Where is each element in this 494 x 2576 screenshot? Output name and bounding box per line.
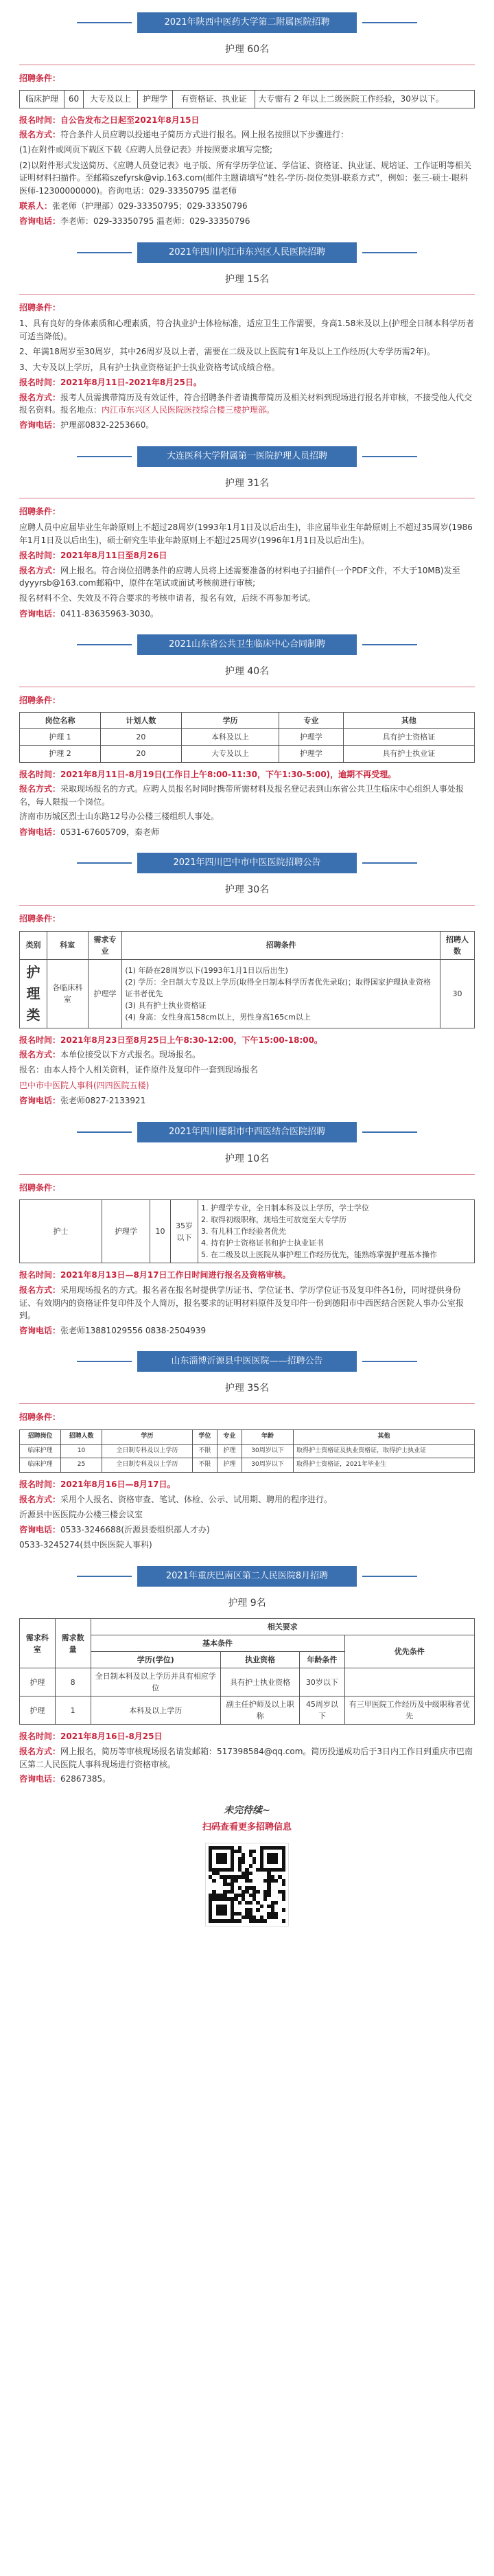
table-header: 专业	[279, 713, 343, 729]
method-note: 报名材料不全、失效及不符合要求的考核申请者，报名有效，后续不再参加考试。	[19, 593, 316, 603]
table-cell: 护理 2	[20, 746, 101, 762]
conditions-label: 招聘条件：	[19, 1182, 61, 1193]
section-count: 护理 40名	[224, 666, 270, 678]
method-row	[19, 1284, 475, 1322]
table-header: 岗位名称	[20, 713, 101, 729]
table-cell: 护理 1	[20, 729, 101, 746]
table-header: 招聘人数	[60, 1429, 102, 1444]
time-row	[19, 1478, 475, 1491]
time-row	[19, 376, 475, 389]
table-cell: 25	[60, 1458, 102, 1473]
phone-text: 62867385。	[60, 1774, 111, 1784]
phone-label: 咨询电话：	[19, 1525, 61, 1535]
table-cell: 临床护理	[20, 1444, 61, 1458]
phone-text: 0411-83635963-3030。	[60, 608, 158, 619]
phone-row	[19, 1094, 475, 1107]
time-value: 2021年8月16日-8月25日	[60, 1732, 163, 1742]
conditions-table	[19, 712, 475, 762]
method-address: 内江市东兴区人民医院医技综合楼三楼护理部。	[102, 405, 275, 415]
section-banner: 大连医科大学附属第一医院护理人员招聘	[137, 446, 357, 467]
table-cell: 护理	[217, 1458, 242, 1473]
table-cell: 副主任护师及以上职称	[221, 1697, 300, 1725]
phone-row	[19, 1523, 475, 1537]
time-label: 报名时间：	[19, 1035, 61, 1045]
table-cell: 全日制本科及以上学历并具有相应学位	[91, 1668, 221, 1697]
table-cell: 护理	[20, 1668, 56, 1697]
table-header: 招聘人数	[440, 931, 474, 959]
time-label: 报名时间：	[19, 115, 61, 125]
condition-line: 5. 在二级及以上医院从事护理工作经历优先，能熟练掌握护理基本操作	[201, 1250, 437, 1260]
time-row	[19, 549, 475, 562]
table-header: 学历	[181, 713, 279, 729]
time-row	[19, 768, 475, 781]
method-text: 报考人员需携带简历及有效证件，符合招聘条件者请携带简历及相关材料到现场进行报名并审核，不接受他人代交报名资料。报名地点：	[19, 392, 473, 415]
to-be-continued: 未完待续~	[224, 1804, 270, 1816]
table-cell: 30周岁以下	[242, 1458, 293, 1473]
conditions-table	[19, 1199, 475, 1263]
table-cell	[344, 1668, 474, 1697]
time-value: 2021年8月11日至8月26日	[60, 551, 167, 561]
condition-line: 3. 有儿科工作经验者优先	[201, 1227, 286, 1237]
table-row	[20, 1668, 475, 1697]
section-count: 护理 35名	[224, 1383, 270, 1394]
table-cell: 不限	[192, 1444, 217, 1458]
table-cell: 30岁以下	[300, 1668, 344, 1697]
time-row	[19, 1034, 475, 1047]
method-label: 报名方式：	[19, 565, 61, 575]
condition-line: (3) 具有护士执业资格证	[125, 1000, 207, 1010]
time-row	[19, 1730, 475, 1743]
condition-line: 1. 护理学专业，全日制本科及以上学历，学士学位	[201, 1204, 369, 1213]
table-cell: 20	[100, 746, 181, 762]
section-count: 护理 30名	[224, 884, 270, 896]
table-cell: 取得护士资格证及执业资格证，取得护士执业证	[294, 1444, 475, 1458]
section-shaanxi	[19, 0, 475, 228]
table-header: 学历	[102, 1429, 192, 1444]
table-row	[20, 729, 475, 746]
section-banner: 2021年四川德阳市中西医结合医院招聘	[137, 1122, 357, 1142]
table-cell: 护理学	[102, 1200, 150, 1263]
table-header: 相关要求	[91, 1619, 475, 1635]
table-header: 专业	[217, 1429, 242, 1444]
table-header: 招聘岗位	[20, 1429, 61, 1444]
table-row	[20, 1200, 475, 1263]
conditions-label: 招聘条件：	[19, 695, 61, 705]
method-text: 本单位接受以下方式报名。现场报名。	[60, 1050, 201, 1060]
method-text: 符合条件人员应聘以投递电子简历方式进行报名。网上报名按照以下步骤进行：	[60, 130, 349, 140]
conditions-label: 招聘条件：	[19, 914, 61, 924]
table-header-row	[20, 931, 475, 959]
time-value: 2021年8月11日-2021年8月25日。	[60, 378, 202, 388]
table-cell: 本科及以上	[181, 729, 279, 746]
method-row	[19, 564, 475, 590]
method-text: 采用个人报名、资格审查、笔试、体检、公示、试用期、聘用的程序进行。	[60, 1495, 333, 1504]
table-cell: 大专及以上	[181, 746, 279, 762]
table-cell: 临床护理	[20, 91, 64, 108]
table-header: 优先条件	[344, 1635, 474, 1668]
table-header: 基本条件	[91, 1635, 344, 1652]
table-header-row	[20, 713, 475, 729]
phone-text: 张老师0827-2133921	[60, 1096, 146, 1106]
time-value: 2021年8月13日—8月17日工作日时间进行报名及资格审核。	[60, 1270, 291, 1280]
table-cell: 取得护士资格证，2021年毕业生	[294, 1458, 475, 1473]
method-label: 报名方式：	[19, 1746, 61, 1756]
phone-text: 0533-3246688(沂源县委组织部人才办)	[60, 1525, 210, 1535]
time-label: 报名时间：	[19, 378, 61, 388]
table-cell: 30	[440, 959, 474, 1028]
table-cell	[198, 1200, 475, 1263]
table-cell: 护理学	[279, 746, 343, 762]
phone-text: 张老师13881029556 0838-2504939	[60, 1325, 207, 1335]
table-cell: 1	[55, 1697, 91, 1725]
divider	[19, 905, 475, 906]
section-count: 护理 15名	[224, 273, 270, 285]
table-cell: 不限	[192, 1458, 217, 1473]
section-bazhong	[19, 840, 475, 1107]
table-header: 学位	[192, 1429, 217, 1444]
table-cell: 本科及以上学历	[91, 1697, 221, 1725]
condition-line: (1) 年龄在28周岁以下(1993年1月1日以后出生)	[125, 965, 288, 975]
time-label: 报名时间：	[19, 769, 61, 779]
phone-row	[19, 215, 475, 228]
section-dalian	[19, 434, 475, 620]
table-header: 年龄条件	[300, 1652, 344, 1668]
table-cell: 护理学	[88, 959, 122, 1028]
table-header: 招聘条件	[122, 931, 440, 959]
phone-row	[19, 419, 475, 432]
table-header: 学历(学位)	[91, 1652, 221, 1668]
method-label: 报名方式：	[19, 1495, 61, 1504]
table-cell: 护理类	[20, 959, 47, 1028]
footer	[19, 1804, 475, 1926]
table-header: 科室	[47, 931, 89, 959]
conditions-table	[19, 90, 475, 108]
conditions-label: 招聘条件：	[19, 73, 61, 83]
condition-item: 3、大专及以上学历，具有护士执业资格证护士执业资格考试成绩合格。	[19, 362, 280, 372]
time-label: 报名时间：	[19, 1270, 61, 1280]
time-label: 报名时间：	[19, 551, 61, 561]
table-cell	[122, 959, 440, 1028]
table-header: 需求科室	[20, 1619, 56, 1668]
condition-item: 1、具有良好的身体素质和心理素质，符合执业护士体检标准，适应卫生工作需要，身高1.58米及以上(护理全日制本科学历者可适当降低)。	[19, 318, 475, 341]
table-header: 年龄	[242, 1429, 293, 1444]
table-cell: 有资格证、执业证	[173, 91, 255, 108]
method-label: 报名方式：	[19, 392, 61, 402]
table-cell: 20	[100, 729, 181, 746]
table-cell: 8	[55, 1668, 91, 1697]
method-address: 济南市历城区烈士山东路12号办公楼三楼组织人事处。	[19, 812, 220, 822]
phone-text: 护理部0832-2253660。	[60, 420, 154, 430]
method-note: 报名：由本人持个人相关资料，证件原件及复印件一套到现场报名	[19, 1065, 259, 1075]
method-row	[19, 391, 475, 417]
phone-label: 咨询电话：	[19, 216, 61, 227]
time-label: 报名时间：	[19, 1480, 61, 1490]
table-header-row	[20, 1429, 475, 1444]
table-row	[20, 1458, 475, 1473]
time-row	[19, 1269, 475, 1282]
condition-line: (2) 学历：全日制大专及以上学历(取得全日制本科学历者优先录取)；取得国家护理执业资格证书者优先	[125, 977, 431, 998]
phone-label: 咨询电话：	[19, 420, 61, 430]
condition-line: 2. 取得初级职称，规培生可放宽至大专学历	[201, 1215, 346, 1225]
time-label: 报名时间：	[19, 1732, 61, 1742]
condition-item: 2、年满18周岁至30周岁，其中26周岁及以上者，需要在二级及以上医院有1年及以上工作经历(大专学历需2年)。	[19, 347, 436, 357]
condition-line: 4. 持有护士资格证书和护士执业证书	[201, 1239, 324, 1248]
conditions-label: 招聘条件：	[19, 1412, 61, 1422]
method-row	[19, 1048, 475, 1061]
phone-row	[19, 826, 475, 839]
section-banner: 2021年四川巴中市中医医院招聘公告	[137, 853, 357, 873]
method-text: 采取现场报名的方式。应聘人员报名时同时携带所需材料及报名登记表到山东省公共卫生临床中心组织人事处报名，每人限报一个岗位。	[19, 784, 464, 807]
table-cell: 大专需有 2 年以上二级医院工作经验，30岁以下。	[255, 91, 475, 108]
table-cell: 护士	[20, 1200, 102, 1263]
section-neijiang	[19, 230, 475, 432]
section-count: 护理 31名	[224, 477, 270, 489]
section-count: 护理 10名	[224, 1153, 270, 1164]
conditions-table	[19, 1429, 475, 1473]
method-row	[19, 783, 475, 808]
table-row	[20, 1697, 475, 1725]
table-row	[20, 91, 475, 108]
table-header: 执业资格	[221, 1652, 300, 1668]
table-cell: 具有护士执业资格	[221, 1668, 300, 1697]
qr-code-icon[interactable]	[206, 1843, 288, 1926]
table-cell: 有三甲医院工作经历及中级职称者优先	[344, 1697, 474, 1725]
table-cell: 60	[64, 91, 84, 108]
divider	[19, 1174, 475, 1175]
section-banner: 2021年四川内江市东兴区人民医院招聘	[137, 242, 357, 263]
method-row	[19, 1493, 475, 1506]
section-count: 护理 9名	[228, 1598, 266, 1609]
condition-item: 应聘人员中应届毕业生年龄原则上不超过28周岁(1993年1月1日及以后出生)，非应届毕业生年龄原则上不超过35周岁(1986年1月1日及以后出生)，硕士研究生毕业年龄原则上不超过25周岁(1996年1月1日及以后出生)。	[19, 522, 473, 545]
phone-text: 0531-67605709，秦老师	[60, 827, 159, 837]
condition-line: (4) 身高：女性身高158cm以上，男性身高165cm以上	[125, 1012, 311, 1022]
table-row	[20, 1444, 475, 1458]
phone-label: 咨询电话：	[19, 1774, 61, 1784]
method-text: 网上报名。符合岗位招聘条件的应聘人员将上述需要准备的材料电子扫描件(一个PDF文件，不大于10MB)发至dyyyrsb@163.com邮箱中，原件在笔试或面试考核前进行审核;	[19, 565, 460, 588]
table-cell: 护理学	[279, 729, 343, 746]
phone-text-2: 0533-3245274(县中医医院人事科)	[19, 1539, 152, 1550]
phone-row	[19, 1324, 475, 1337]
method-row	[19, 1745, 475, 1771]
section-banner: 山东淄博沂源县中医医院——招聘公告	[137, 1351, 357, 1372]
table-header: 需求数量	[55, 1619, 91, 1668]
method-text: 网上报名，简历等审核现场报名请发邮箱：517398584@qq.com。简历投递成功后于3日内工作日到重庆市巴南区第二人民医院人事科现场进行资格审核。	[19, 1746, 473, 1769]
section-yiyuan	[19, 1339, 475, 1551]
table-cell: 各临床科室	[47, 959, 89, 1028]
phone-row	[19, 1773, 475, 1786]
table-header: 其他	[294, 1429, 475, 1444]
contact-label: 联系人：	[19, 201, 53, 211]
section-banner: 2021年重庆巴南区第二人民医院8月招聘	[137, 1566, 357, 1587]
table-cell: 30周岁以下	[242, 1444, 293, 1458]
table-cell: 大专及以上	[83, 91, 137, 108]
conditions-label: 招聘条件：	[19, 507, 61, 517]
table-cell: 45周岁以下	[300, 1697, 344, 1725]
conditions-table	[19, 1618, 475, 1725]
table-cell: 全日制专科及以上学历	[102, 1458, 192, 1473]
table-header: 类别	[20, 931, 47, 959]
section-deyang	[19, 1109, 475, 1337]
method-label: 报名方式：	[19, 1050, 61, 1060]
table-cell: 护理学	[137, 91, 172, 108]
table-cell: 全日制专科及以上学历	[102, 1444, 192, 1458]
phone-text: 李老师：029-33350795 温老师：029-33350796	[60, 216, 250, 227]
section-shandong-clinical	[19, 622, 475, 838]
table-cell: 护理	[217, 1444, 242, 1458]
time-value: 自公告发布之日起至2021年8月15日	[60, 115, 200, 125]
table-row	[20, 746, 475, 762]
table-header: 需求专业	[88, 931, 122, 959]
method-label: 报名方式：	[19, 130, 61, 140]
conditions-table	[19, 931, 475, 1028]
table-header-row	[20, 1619, 475, 1635]
section-banner: 2021年陕西中医药大学第二附属医院招聘	[137, 12, 357, 33]
section-count: 护理 60名	[224, 44, 270, 55]
time-value: 2021年8月16日—8月17日。	[60, 1480, 176, 1490]
method-address: 沂源县中医医院办公楼三楼会议室	[19, 1509, 143, 1519]
method-item: (1)在附件或网页下载区下载《应聘人员登记表》并按照要求填写完整;	[19, 145, 273, 155]
method-label: 报名方式：	[19, 784, 61, 794]
qr-module	[282, 1919, 285, 1922]
table-cell: 10	[150, 1200, 171, 1263]
divider	[19, 1403, 475, 1404]
table-row	[20, 959, 475, 1028]
phone-label: 咨询电话：	[19, 1325, 61, 1335]
time-row	[19, 114, 475, 127]
table-cell: 护理	[20, 1697, 56, 1725]
method-address: 巴中市中医院人事科(四四医院五楼)	[19, 1080, 150, 1090]
table-header: 计划人数	[100, 713, 181, 729]
phone-row	[19, 608, 475, 621]
table-cell: 10	[60, 1444, 102, 1458]
table-cell: 35岁以下	[171, 1200, 198, 1263]
time-value: 2021年8月23日至8月25日上午8:30-12:00，下午15:00-18:00。	[60, 1035, 322, 1045]
table-cell: 具有护士资格证	[343, 729, 474, 746]
method-label: 报名方式：	[19, 1285, 61, 1295]
section-banner: 2021山东省公共卫生临床中心合同制聘	[137, 634, 357, 655]
section-banan	[19, 1554, 475, 1785]
contact-text: 张老师（护理部）029-33350795；029-33350796	[52, 201, 248, 211]
conditions-label: 招聘条件：	[19, 303, 61, 313]
phone-label: 咨询电话：	[19, 827, 61, 837]
method-text: 采用现场报名的方式。报名者在报名时提供学历证书、学位证书、学历学位证书及复印件各1份，同时提供身份证、有效期内的资格证件复印件及个人简历，报名要求的证明材料原件及复印件一份到德阳市中西医结合医院人事办公室报到。	[19, 1285, 464, 1321]
contact-row	[19, 200, 475, 213]
scan-prompt: 扫码查看更多招聘信息	[202, 1822, 292, 1833]
phone-label: 咨询电话：	[19, 608, 61, 619]
method-row	[19, 128, 475, 141]
divider	[19, 294, 475, 295]
phone-label: 咨询电话：	[19, 1096, 61, 1106]
table-header: 其他	[343, 713, 474, 729]
table-cell: 具有护士执业证	[343, 746, 474, 762]
time-value: 2021年8月11日-8月19日(工作日上午8:00-11:30，下午1:30-5:00)，逾期不再受理。	[60, 769, 397, 779]
method-item: (2)以附件形式发送简历、《应聘人员登记表》电子版、所有学历学位证、学信证、资格证、执业证、规培证、工作证明等相关证明材料扫描件。至邮箱szefyrsk@vip.163.com(邮件主题请填写“姓名-学历-岗位类别-联系方式”，例如：张三-硕士-眼科医师-12300000000)。咨询电话：029-33350795 温老师	[19, 160, 472, 196]
table-cell: 临床护理	[20, 1458, 61, 1473]
